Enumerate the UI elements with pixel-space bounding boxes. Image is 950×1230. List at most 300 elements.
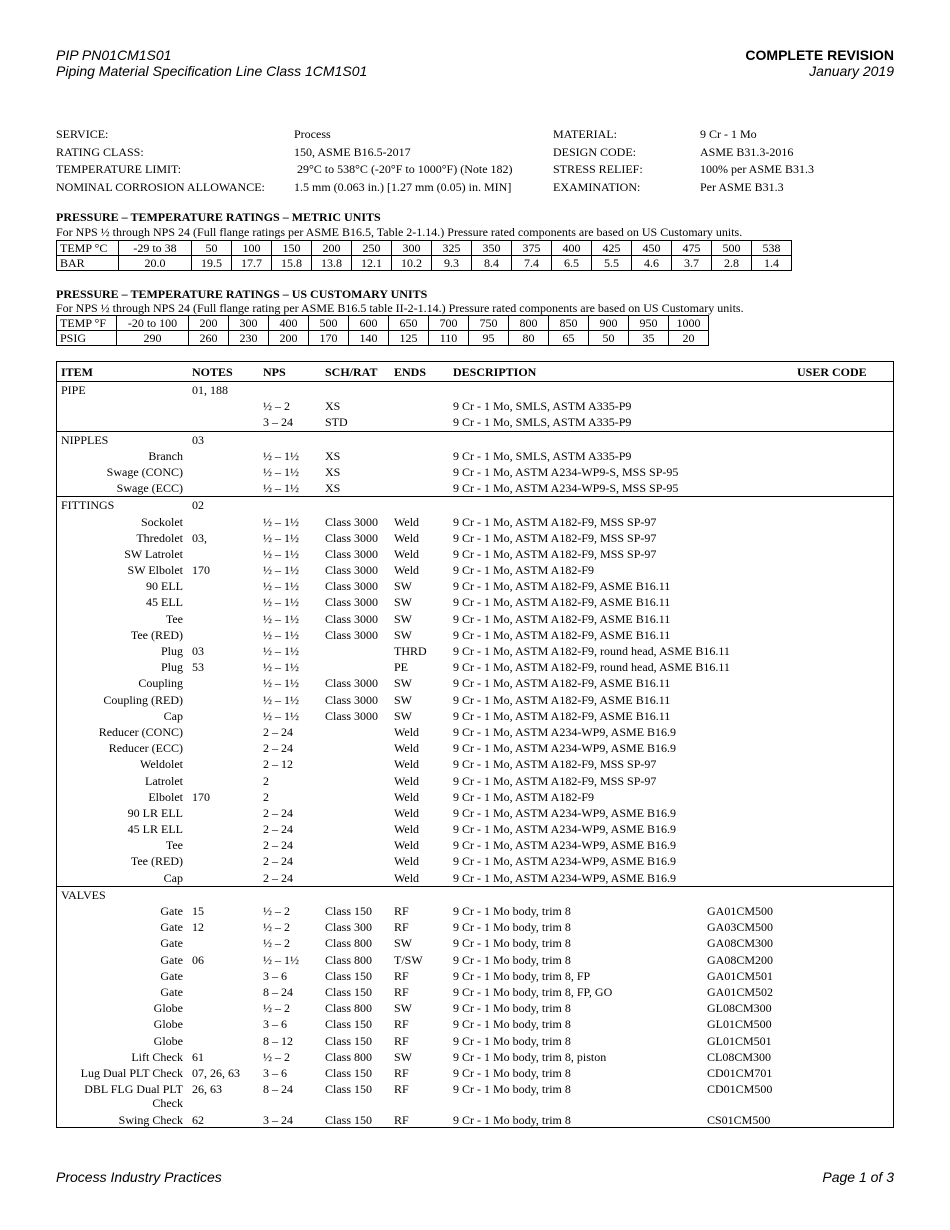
rating-label: RATING CLASS: — [56, 144, 144, 159]
metric-temp-cell: 150 — [272, 241, 312, 256]
sch-rat-cell: Class 150 — [325, 904, 373, 918]
description-cell: 9 Cr - 1 Mo body, trim 8, FP, GO — [453, 984, 613, 999]
nps-cell: 2 – 24 — [263, 724, 293, 739]
description-cell: 9 Cr - 1 Mo body, trim 8 — [453, 952, 571, 967]
notes-cell: 07, 26, 63 — [192, 1065, 240, 1080]
ends-cell: RF — [394, 984, 409, 999]
ends-cell: SW — [394, 1001, 412, 1016]
notes-cell: 62 — [192, 1113, 204, 1128]
metric-pressure-cell: 5.5 — [592, 256, 632, 271]
us-pressure-cell: 125 — [389, 331, 429, 346]
description-cell: 9 Cr - 1 Mo, ASTM A234-WP9, ASME B16.9 — [453, 822, 677, 837]
nps-cell: ½ – 2 — [263, 936, 290, 951]
item-cell: Gate — [160, 984, 183, 999]
item-cell: Cap — [163, 708, 183, 723]
sch-rat-cell: XS — [325, 448, 341, 463]
table-row — [57, 398, 893, 414]
metric-pressure-cell: 3.7 — [672, 256, 712, 271]
table-row — [57, 756, 893, 772]
spec-table-body — [57, 382, 893, 1128]
metric-pressure-cell: 12.1 — [352, 256, 392, 271]
table-row — [57, 594, 893, 610]
examination-label: EXAMINATION: — [553, 180, 641, 195]
nps-cell: 3 – 6 — [263, 968, 287, 983]
document-id: PIP PN01CM1S01 — [56, 47, 172, 63]
sch-rat-cell: Class 3000 — [325, 627, 379, 642]
description-cell: 9 Cr - 1 Mo, ASTM A182-F9, ASME B16.11 — [453, 708, 671, 723]
user-code-cell: GL08CM300 — [707, 1001, 772, 1016]
nps-cell: ½ – 2 — [263, 399, 290, 414]
item-cell: Lug Dual PLT Check — [80, 1065, 183, 1080]
description-cell: 9 Cr - 1 Mo body, trim 8 — [453, 1001, 571, 1016]
ends-cell: SW — [394, 936, 412, 951]
item-cell: Gate — [160, 904, 183, 918]
user-code-cell: CD01CM500 — [707, 1082, 773, 1097]
metric-temp-cell: 500 — [712, 241, 752, 256]
revision-date: January 2019 — [809, 63, 894, 79]
document-header-left — [56, 47, 367, 79]
us-temp-cell: 300 — [229, 316, 269, 331]
us-temp-cell: 700 — [429, 316, 469, 331]
nps-cell: ½ – 1½ — [263, 644, 299, 658]
table-row — [57, 659, 893, 675]
us-temp-cell: 400 — [269, 316, 309, 331]
us-pressure-cell: 65 — [549, 331, 589, 346]
nps-cell: 2 — [263, 773, 269, 788]
description-cell: 9 Cr - 1 Mo, ASTM A182-F9, ASME B16.11 — [453, 611, 671, 626]
item-cell: Tee (RED) — [130, 854, 183, 869]
metric-pressure-cell: 10.2 — [392, 256, 432, 271]
user-code-cell: GL01CM500 — [707, 1017, 772, 1032]
user-code-cell: CL08CM300 — [707, 1049, 772, 1064]
document-title: Piping Material Specification Line Class 1CM1S01 — [56, 63, 368, 79]
description-cell: 9 Cr - 1 Mo body, trim 8 — [453, 904, 571, 918]
group-name: FITTINGS — [61, 498, 115, 513]
description-cell: 9 Cr - 1 Mo, ASTM A234-WP9, ASME B16.9 — [453, 838, 677, 853]
user-code-cell: GA01CM500 — [707, 904, 774, 918]
table-row — [57, 968, 893, 984]
item-cell: Plug — [160, 644, 183, 658]
us-temp-cell: 200 — [189, 316, 229, 331]
metric-temp-cell: 538 — [752, 241, 792, 256]
item-cell: 90 ELL — [146, 579, 183, 594]
metric-ratings-note: For NPS ½ through NPS 24 (Full flange ratings per ASME B16.5, Table 2-1.14.) Pressure rated components are based on US Customary units. — [56, 225, 743, 239]
item-cell: Globe — [153, 1001, 183, 1016]
table-row — [57, 675, 893, 691]
nps-cell: 8 – 24 — [263, 984, 293, 999]
description-cell: 9 Cr - 1 Mo, ASTM A182-F9, MSS SP-97 — [453, 530, 657, 545]
description-cell: 9 Cr - 1 Mo, ASTM A182-F9, MSS SP-97 — [453, 773, 657, 788]
sch-rat-cell: Class 150 — [325, 1065, 373, 1080]
metric-temp-cell: -29 to 38 — [119, 241, 192, 256]
us-pressure-cell: 35 — [629, 331, 669, 346]
description-cell: 9 Cr - 1 Mo, ASTM A182-F9, ASME B16.11 — [453, 692, 671, 707]
group-notes: 01, 188 — [192, 383, 228, 397]
description-cell: 9 Cr - 1 Mo body, trim 8, FP — [453, 968, 591, 983]
table-row — [57, 562, 893, 578]
description-cell: 9 Cr - 1 Mo, ASTM A182-F9, round head, ASME B16.11 — [453, 644, 730, 658]
description-cell: 9 Cr - 1 Mo, ASTM A234-WP9, ASME B16.9 — [453, 805, 677, 820]
footer-organization: Process Industry Practices — [56, 1169, 222, 1185]
service-value: Process — [294, 127, 331, 141]
sch-rat-cell: Class 3000 — [325, 514, 379, 529]
item-cell: Coupling — [138, 676, 183, 691]
table-row — [57, 740, 893, 756]
notes-cell: 06 — [192, 952, 204, 967]
metric-pressure-cell: 17.7 — [232, 256, 272, 271]
description-cell: 9 Cr - 1 Mo, ASTM A234-WP9, ASME B16.9 — [453, 854, 677, 869]
description-cell: 9 Cr - 1 Mo body, trim 8 — [453, 1017, 571, 1032]
ends-cell: RF — [394, 920, 409, 935]
us-pressure-cell: 200 — [269, 331, 309, 346]
table-row — [57, 1033, 893, 1049]
nps-cell: ½ – 2 — [263, 920, 290, 935]
nps-cell: ½ – 1½ — [263, 692, 299, 707]
stress-relief-value: 100% per ASME B31.3 — [700, 162, 814, 177]
user-code-cell: GA03CM500 — [707, 920, 774, 935]
ends-cell: T/SW — [394, 952, 423, 967]
header-item: ITEM — [61, 365, 94, 379]
sch-rat-cell: Class 150 — [325, 1113, 373, 1128]
us-temp-cell: 500 — [309, 316, 349, 331]
notes-cell: 15 — [192, 904, 204, 918]
description-cell: 9 Cr - 1 Mo, SMLS, ASTM A335-P9 — [453, 448, 632, 463]
header-ends: ENDS — [394, 365, 427, 379]
stress-relief-label: STRESS RELIEF: — [553, 162, 643, 177]
nps-cell: 3 – 24 — [263, 1113, 293, 1128]
table-row — [57, 1065, 893, 1081]
metric-temp-cell: 350 — [472, 241, 512, 256]
item-cell: Lift Check — [131, 1049, 183, 1064]
sch-rat-cell: Class 3000 — [325, 692, 379, 707]
us-temp-cell: 600 — [349, 316, 389, 331]
description-cell: 9 Cr - 1 Mo, ASTM A182-F9, ASME B16.11 — [453, 627, 671, 642]
table-row — [57, 578, 893, 594]
spec-group-nipples — [57, 432, 893, 498]
us-temp-cell: 1000 — [669, 316, 709, 331]
us-pressure-row — [57, 331, 709, 346]
group-name: NIPPLES — [61, 432, 109, 447]
description-cell: 9 Cr - 1 Mo body, trim 8 — [453, 1113, 571, 1128]
sch-rat-cell: Class 3000 — [325, 546, 379, 561]
table-row — [57, 837, 893, 853]
nps-cell: 3 – 6 — [263, 1065, 287, 1080]
description-cell: 9 Cr - 1 Mo body, trim 8 — [453, 936, 571, 951]
metric-pressure-cell: 1.4 — [752, 256, 792, 271]
table-row — [57, 1081, 893, 1112]
sch-rat-cell: Class 800 — [325, 952, 373, 967]
item-cell: Gate — [160, 920, 183, 935]
description-cell: 9 Cr - 1 Mo, ASTM A234-WP9, ASME B16.9 — [453, 724, 677, 739]
nps-cell: 2 – 24 — [263, 854, 293, 869]
nps-cell: 2 – 24 — [263, 870, 293, 885]
us-pressure-cell: 20 — [669, 331, 709, 346]
metric-temp-cell: 200 — [312, 241, 352, 256]
nps-cell: ½ – 1½ — [263, 546, 299, 561]
item-cell: Gate — [160, 968, 183, 983]
notes-cell: 03, — [192, 530, 207, 545]
us-pressure-cell: 110 — [429, 331, 469, 346]
notes-cell: 03 — [192, 644, 204, 658]
nps-cell: 2 – 24 — [263, 805, 293, 820]
rating-value: 150, ASME B16.5-2017 — [294, 144, 411, 159]
table-row — [57, 853, 893, 869]
description-cell: 9 Cr - 1 Mo body, trim 8 — [453, 1082, 571, 1097]
ends-cell: RF — [394, 904, 409, 918]
us-temp-cell: -20 to 100 — [117, 316, 189, 331]
ends-cell: RF — [394, 968, 409, 983]
nps-cell: ½ – 1½ — [263, 660, 299, 675]
us-pressure-cell: 230 — [229, 331, 269, 346]
ends-cell: RF — [394, 1017, 409, 1032]
metric-temp-cell: 50 — [192, 241, 232, 256]
metric-pressure-cell: 7.4 — [512, 256, 552, 271]
table-row — [57, 724, 893, 740]
item-cell: 90 LR ELL — [127, 805, 183, 820]
nps-cell: ½ – 1½ — [263, 514, 299, 529]
header-notes: NOTES — [192, 365, 233, 379]
metric-pressure-cell: 15.8 — [272, 256, 312, 271]
nps-cell: 2 – 24 — [263, 822, 293, 837]
us-temp-cell: 850 — [549, 316, 589, 331]
metric-pressure-cell: 2.8 — [712, 256, 752, 271]
spec-group-pipe — [57, 382, 893, 432]
header-description: DESCRIPTION — [453, 365, 537, 379]
table-row — [57, 414, 893, 430]
us-pressure-label: PSIG — [57, 331, 117, 346]
sch-rat-cell: XS — [325, 481, 341, 496]
user-code-cell: GA08CM200 — [707, 952, 774, 967]
ends-cell: Weld — [394, 546, 420, 561]
user-code-cell: GA01CM501 — [707, 968, 774, 983]
metric-temp-cell: 325 — [432, 241, 472, 256]
item-cell: Globe — [153, 1033, 183, 1048]
ends-cell: Weld — [394, 724, 420, 739]
metric-ratings-table — [56, 240, 792, 271]
item-cell: Globe — [153, 1017, 183, 1032]
description-cell: 9 Cr - 1 Mo, ASTM A182-F9, ASME B16.11 — [453, 595, 671, 610]
us-ratings-note: For NPS ½ through NPS 24 (Full flange rating per ASME B16.5 table II-2-1.14.) Pressure rated components are based on US Customary units. — [56, 301, 744, 315]
ends-cell: RF — [394, 1033, 409, 1048]
notes-cell: 26, 63 — [192, 1082, 222, 1097]
item-cell: Reducer (CONC) — [98, 724, 183, 739]
sch-rat-cell: Class 150 — [325, 1017, 373, 1032]
spec-group-valves — [57, 887, 893, 1128]
description-cell: 9 Cr - 1 Mo, ASTM A182-F9, MSS SP-97 — [453, 514, 657, 529]
ends-cell: SW — [394, 595, 412, 610]
sch-rat-cell: Class 3000 — [325, 530, 379, 545]
ends-cell: Weld — [394, 838, 420, 853]
metric-pressure-cell: 4.6 — [632, 256, 672, 271]
metric-pressure-row — [57, 256, 792, 271]
ends-cell: SW — [394, 676, 412, 691]
group-notes: 03 — [192, 432, 204, 447]
us-pressure-cell: 170 — [309, 331, 349, 346]
us-temp-cell: 750 — [469, 316, 509, 331]
description-cell: 9 Cr - 1 Mo body, trim 8 — [453, 920, 571, 935]
ends-cell: PE — [394, 660, 409, 675]
user-code-cell: CS01CM500 — [707, 1113, 771, 1128]
group-name: VALVES — [61, 887, 106, 902]
us-pressure-cell: 260 — [189, 331, 229, 346]
user-code-cell: GL01CM501 — [707, 1033, 772, 1048]
notes-cell: 170 — [192, 563, 210, 578]
corrosion-value: 1.5 mm (0.063 in.) [1.27 mm (0.05) in. MIN] — [294, 180, 512, 195]
nps-cell: ½ – 1½ — [263, 579, 299, 594]
item-cell: Weldolet — [139, 757, 183, 772]
nps-cell: ½ – 1½ — [263, 464, 299, 479]
sch-rat-cell: XS — [325, 399, 341, 414]
metric-temp-cell: 400 — [552, 241, 592, 256]
sch-rat-cell: Class 3000 — [325, 708, 379, 723]
group-heading-row — [57, 382, 893, 398]
description-cell: 9 Cr - 1 Mo body, trim 8 — [453, 1033, 571, 1048]
nps-cell: ½ – 1½ — [263, 563, 299, 578]
table-row — [57, 708, 893, 724]
group-heading-row — [57, 887, 893, 903]
sch-rat-cell: Class 800 — [325, 1049, 373, 1064]
item-cell: 45 LR ELL — [127, 822, 183, 837]
metric-pressure-cell: 9.3 — [432, 256, 472, 271]
notes-cell: 61 — [192, 1049, 204, 1064]
nps-cell: 2 – 12 — [263, 757, 293, 772]
table-row — [57, 480, 893, 496]
ends-cell: SW — [394, 692, 412, 707]
sch-rat-cell: Class 3000 — [325, 563, 379, 578]
table-row — [57, 448, 893, 464]
table-row — [57, 1016, 893, 1032]
item-cell: SW Elbolet — [127, 563, 183, 578]
nps-cell: ½ – 1½ — [263, 952, 299, 967]
group-heading-row — [57, 432, 893, 448]
nps-cell: ½ – 1½ — [263, 530, 299, 545]
nps-cell: ½ – 2 — [263, 1001, 290, 1016]
us-pressure-cell: 290 — [117, 331, 189, 346]
nps-cell: ½ – 2 — [263, 1049, 290, 1064]
table-row — [57, 611, 893, 627]
temperature-value: 29°C to 538°C (-20°F to 1000°F) (Note 182) — [294, 162, 513, 177]
table-row — [57, 546, 893, 562]
item-cell: Swage (ECC) — [116, 481, 183, 496]
metric-temp-cell: 450 — [632, 241, 672, 256]
ends-cell: SW — [394, 1049, 412, 1064]
table-row — [57, 1112, 893, 1128]
item-cell: Reducer (ECC) — [108, 741, 183, 756]
nps-cell: ½ – 2 — [263, 904, 290, 918]
item-cell: Swage (CONC) — [106, 464, 183, 479]
us-pressure-cell: 95 — [469, 331, 509, 346]
us-temp-cell: 800 — [509, 316, 549, 331]
description-cell: 9 Cr - 1 Mo, SMLS, ASTM A335-P9 — [453, 399, 632, 414]
metric-pressure-label: BAR — [57, 256, 119, 271]
description-cell: 9 Cr - 1 Mo, ASTM A234-WP9-S, MSS SP-95 — [453, 464, 679, 479]
description-cell: 9 Cr - 1 Mo, ASTM A182-F9 — [453, 789, 595, 804]
table-row — [57, 1049, 893, 1065]
spec-table-header — [57, 362, 893, 382]
metric-pressure-cell: 20.0 — [119, 256, 192, 271]
group-name: PIPE — [61, 383, 86, 397]
nps-cell: ½ – 1½ — [263, 627, 299, 642]
us-temp-cell: 650 — [389, 316, 429, 331]
description-cell: 9 Cr - 1 Mo, ASTM A182-F9, MSS SP-97 — [453, 546, 657, 561]
us-temp-cell: 900 — [589, 316, 629, 331]
us-ratings-table — [56, 315, 709, 346]
item-cell: Latrolet — [145, 773, 183, 788]
nps-cell: 3 – 6 — [263, 1017, 287, 1032]
ends-cell: Weld — [394, 757, 420, 772]
ends-cell: Weld — [394, 805, 420, 820]
nps-cell: 2 — [263, 789, 269, 804]
table-row — [57, 935, 893, 951]
description-cell: 9 Cr - 1 Mo body, trim 8, piston — [453, 1049, 607, 1064]
us-pressure-cell: 50 — [589, 331, 629, 346]
sch-rat-cell: Class 3000 — [325, 611, 379, 626]
material-label: MATERIAL: — [553, 127, 617, 141]
us-pressure-cell: 140 — [349, 331, 389, 346]
metric-pressure-cell: 19.5 — [192, 256, 232, 271]
nps-cell: 2 – 24 — [263, 838, 293, 853]
user-code-cell: GA01CM502 — [707, 984, 774, 999]
ends-cell: Weld — [394, 741, 420, 756]
ends-cell: RF — [394, 1065, 409, 1080]
item-cell: Tee — [165, 611, 183, 626]
description-cell: 9 Cr - 1 Mo body, trim 8 — [453, 1065, 571, 1080]
sch-rat-cell: Class 3000 — [325, 579, 379, 594]
document-header-right — [745, 47, 894, 79]
sch-rat-cell: Class 150 — [325, 1082, 373, 1097]
design-code-label: DESIGN CODE: — [553, 144, 636, 159]
ends-cell: Weld — [394, 870, 420, 885]
service-label: SERVICE: — [56, 127, 109, 141]
table-row — [57, 514, 893, 530]
notes-cell: 12 — [192, 920, 204, 935]
table-row — [57, 643, 893, 659]
page-number: Page 1 of 3 — [822, 1169, 894, 1185]
notes-cell: 53 — [192, 660, 204, 675]
table-row — [57, 530, 893, 546]
sch-rat-cell: Class 800 — [325, 1001, 373, 1016]
metric-temp-cell: 100 — [232, 241, 272, 256]
table-row — [57, 984, 893, 1000]
item-cell: Swing Check — [118, 1113, 183, 1128]
sch-rat-cell: Class 150 — [325, 984, 373, 999]
metric-pressure-cell: 8.4 — [472, 256, 512, 271]
description-cell: 9 Cr - 1 Mo, ASTM A234-WP9, ASME B16.9 — [453, 741, 677, 756]
sch-rat-cell: STD — [325, 415, 348, 430]
item-cell: Gate — [160, 952, 183, 967]
nps-cell: ½ – 1½ — [263, 708, 299, 723]
item-cell: SW Latrolet — [124, 546, 183, 561]
header-user-code: USER CODE — [797, 365, 867, 379]
item-cell: Tee — [165, 838, 183, 853]
notes-cell: 170 — [192, 789, 210, 804]
sch-rat-cell: Class 3000 — [325, 676, 379, 691]
metric-temp-cell: 475 — [672, 241, 712, 256]
ends-cell: Weld — [394, 773, 420, 788]
item-cell: Gate — [160, 936, 183, 951]
table-row — [57, 821, 893, 837]
piping-spec-table — [56, 361, 894, 1128]
table-row — [57, 870, 893, 886]
nps-cell: 8 – 12 — [263, 1033, 293, 1048]
ends-cell: THRD — [394, 644, 427, 658]
sch-rat-cell: Class 150 — [325, 968, 373, 983]
sch-rat-cell: Class 150 — [325, 1033, 373, 1048]
group-heading-row — [57, 497, 893, 513]
description-cell: 9 Cr - 1 Mo, ASTM A182-F9 — [453, 563, 595, 578]
metric-temp-row — [57, 241, 792, 256]
metric-pressure-cell: 13.8 — [312, 256, 352, 271]
